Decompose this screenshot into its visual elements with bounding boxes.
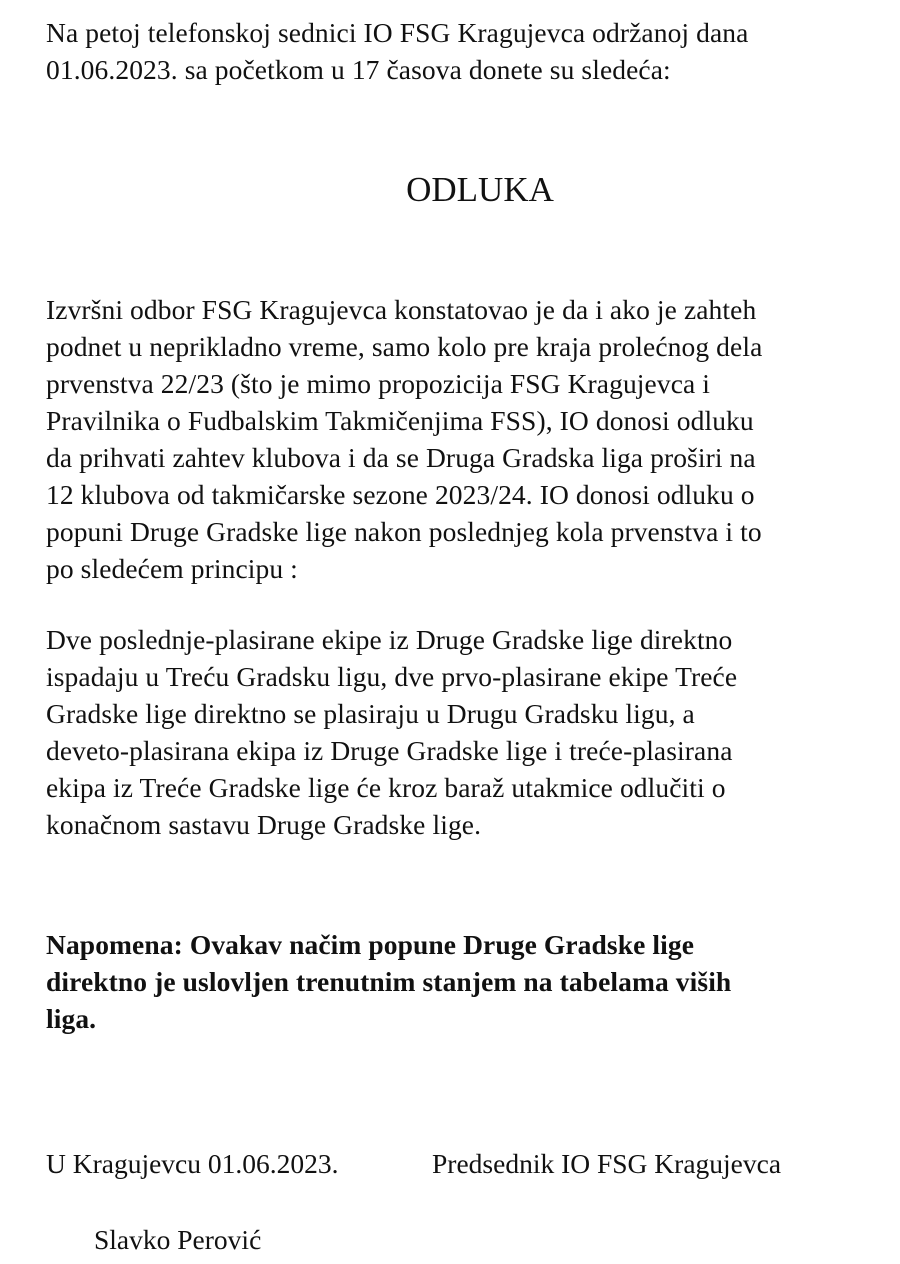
decision-line: podnet u neprikladno vreme, samo kolo pre kraja prolećnog dela bbox=[46, 331, 763, 362]
document-title: ODLUKA bbox=[406, 170, 554, 209]
decision-line: Izvršni odbor FSG Kragujevca konstatovao je da i ako je zahteh bbox=[46, 294, 757, 325]
decision-paragraph bbox=[46, 291, 876, 587]
signatory-name: Slavko Perović bbox=[94, 1224, 262, 1255]
president-title: Predsednik IO FSG Kragujevca bbox=[432, 1148, 782, 1179]
intro-line: Na petoj telefonskoj sednici IO FSG Kragujevca održanoj dana bbox=[46, 17, 749, 48]
rules-line: deveto-plasirana ekipa iz Druge Gradske lige i treće-plasirana bbox=[46, 735, 733, 766]
note-paragraph bbox=[46, 926, 876, 1037]
rules-line: Dve poslednje-plasirane ekipe iz Druge Gradske lige direktno bbox=[46, 624, 733, 655]
note-line: Napomena: Ovakav načim popune Druge Gradske lige bbox=[46, 929, 695, 960]
decision-line: po sledećem principu : bbox=[46, 553, 298, 584]
intro-paragraph bbox=[46, 14, 876, 88]
rules-line: ispadaju u Treću Gradsku ligu, dve prvo-plasirane ekipe Treće bbox=[46, 661, 738, 692]
decision-line: prvenstva 22/23 (što je mimo propozicija FSG Kragujevca i bbox=[46, 368, 711, 399]
rules-paragraph bbox=[46, 621, 876, 843]
decision-line: da prihvati zahtev klubova i da se Druga Gradska liga proširi na bbox=[46, 442, 756, 473]
place-and-date: U Kragujevcu 01.06.2023. bbox=[46, 1148, 339, 1179]
rules-line: ekipa iz Treće Gradske lige će kroz baraž utakmice odlučiti o bbox=[46, 772, 726, 803]
rules-line: Gradske lige direktno se plasiraju u Drugu Gradsku ligu, a bbox=[46, 698, 695, 729]
note-line: direktno je uslovljen trenutnim stanjem na tabelama viših bbox=[46, 966, 732, 997]
note-line: liga. bbox=[46, 1003, 97, 1034]
rules-line: konačnom sastavu Druge Gradske lige. bbox=[46, 809, 482, 840]
decision-line: Pravilnika o Fudbalskim Takmičenjima FSS), IO donosi odluku bbox=[46, 405, 754, 436]
decision-line: 12 klubova od takmičarske sezone 2023/24. IO donosi odluku o bbox=[46, 479, 755, 510]
decision-line: popuni Druge Gradske lige nakon poslednjeg kola prvenstva i to bbox=[46, 516, 762, 547]
intro-line: 01.06.2023. sa početkom u 17 časova donete su sledeća: bbox=[46, 54, 671, 85]
